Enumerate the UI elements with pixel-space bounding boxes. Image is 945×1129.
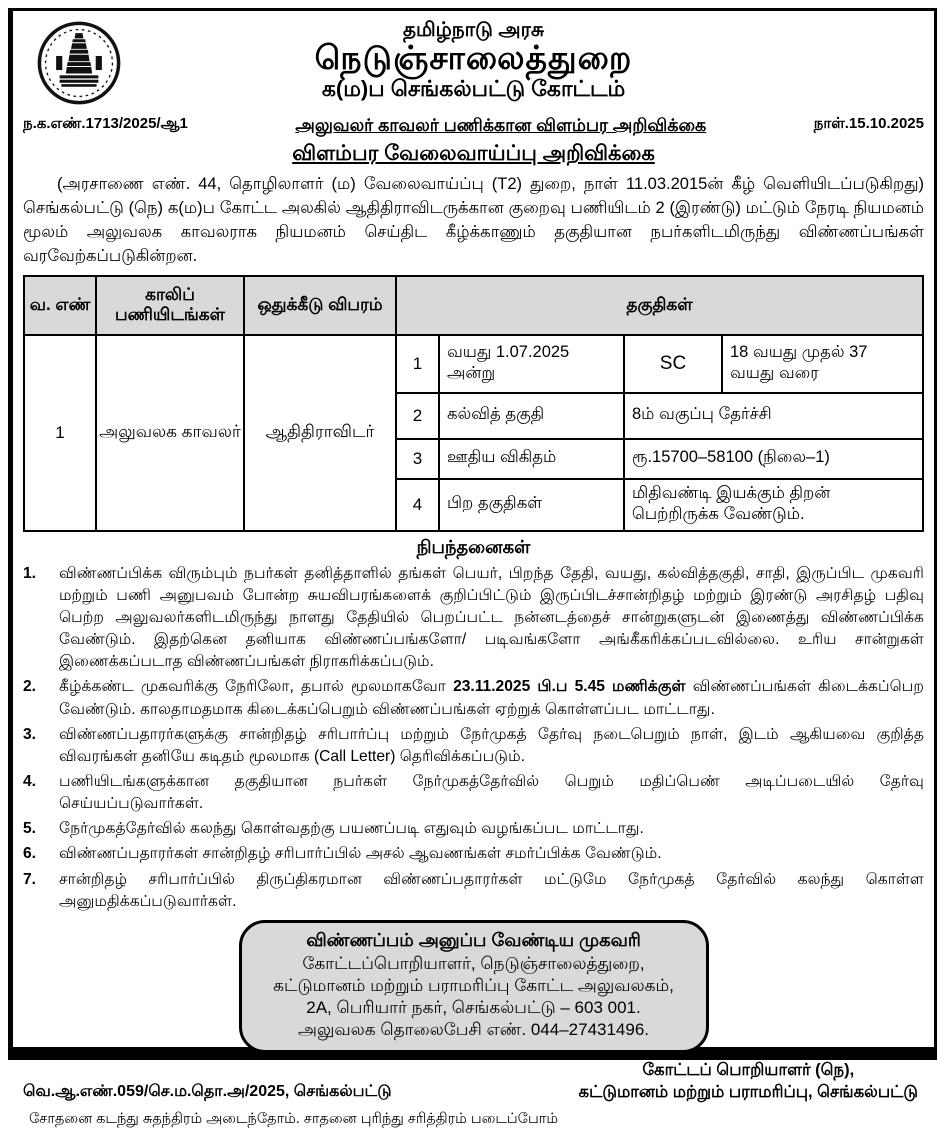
address-box-title: விண்ணப்பம் அனுப்ப வேண்டிய முகவரி [306,929,641,950]
reference-number: ந.க.எண்.1713/2025/ஆ1 [23,115,188,132]
notice-subject: அலுவலர் காவலர் பணிக்கான விளம்பர அறிவிக்கை [295,115,707,135]
qual-value: ரூ.15700–58100 (நிலை–1) [624,439,922,479]
qual-value: மிதிவண்டி இயக்கும் திறன் பெற்றிருக்க வேண்டும். [624,479,922,530]
condition-text: விண்ணப்பதாரர்கள் சான்றிதழ் சரிபார்ப்பில் அசல் ஆவணங்கள் சமர்ப்பிக்க வேண்டும். [59,845,662,863]
condition-item [23,724,924,768]
qual-label: வயது 1.07.2025 அன்று [439,336,624,393]
condition-text: நேர்முகத்தேர்வில் கலந்து கொள்வதற்கு பயணப்படி எதுவும் வழங்கப்பட மாட்டாது. [59,820,644,838]
condition-item [23,676,924,720]
intro-body: செங்கல்பட்டு (நெ) க(ம)ப கோட்ட அலகில் ஆதிதிராவிடருக்கான குறைவு பணியிடம் 2 (இரண்டு) மட்டும் நேரடி நியமனம் மூலம் அலுவலக காவலராக நியமனம் செய்திட கீழ்க்காணும் தகுதியான நபர்களிடமிருந்து விண்ணப்பங்கள் வரவேற்கப்படுகின்றன. [23,198,924,265]
col-header-posts: காலிப் பணியிடங்கள் [96,276,244,335]
cell-sno: 1 [24,335,96,531]
cell-post: அலுவலக காவலர் [96,335,244,531]
qual-value: 18 வயது முதல் 37 வயது வரை [722,336,922,393]
condition-text-pre: கீழ்க்கண்ட முகவரிக்கு நேரிலோ, தபால் மூலமாகவோ [59,678,454,696]
condition-number: 3. [23,725,37,743]
qual-no: 4 [397,479,439,530]
col-header-qualifications: தகுதிகள் [396,276,923,335]
condition-number: 5. [23,820,37,838]
condition-item [23,771,924,815]
condition-item [23,563,924,674]
footer-slogan: சோதனை கடந்து சுதந்திரம் அடைந்தோம். சாதனை புரிந்து சரித்திரம் படைப்போம் [29,1110,559,1127]
qual-label: பிற தகுதிகள் [439,479,624,530]
condition-text: சான்றிதழ் சரிபார்ப்பில் திருப்திகரமான விண்ணப்பதாரர்கள் மட்டுமே நேர்முகத் தேர்வில் கலந்து கொள்ள அனுமதிக்கப்படுவார்கள். [59,870,924,910]
department-name: நெடுஞ்சாலைத்துறை [314,39,633,76]
condition-number: 2. [23,678,37,696]
vacancy-table [23,275,924,532]
condition-text: விண்ணப்பிக்க விரும்பும் நபர்கள் தனித்தாளில் தங்கள் பெயர், பிறந்த தேதி, வயது, கல்வித்தகுதி, சாதி, இருப்பிட முகவரி மற்றும் பணி அனுபவம் போன்ற சுயவிபரங்களைக் குறிப்பிட்டும் இருப்பிடச்சான்றிதழ் மற்றும் இரண்டு அரசிதழ் பதிவு பெற்ற அலுவலர்களிடமிருந்து நாளது தேதியில் பெறப்பட்ட நன்னடத்தைச் சான்றுகளுடன் இணைத்து விண்ணப்பிக்க வேண்டும். இதற்கென தனியாக விண்ணப்பங்களோ/ படிவங்களோ அங்கீகரிக்கப்படவில்லை. உரிய சான்றுகள் இணைக்கப்படாத விண்ணப்பங்கள் நிராகரிக்கப்படும். [59,564,924,671]
qual-no: 1 [397,336,439,393]
notice-title: விளம்பர வேலைவாய்ப்பு அறிவிக்கை [292,142,655,165]
footer-reference: வெ.ஆ.எண்.059/செ.ம.தொ.அ/2025, செங்கல்பட்டு [23,1082,392,1100]
footer [23,1059,924,1104]
conditions-list [23,563,924,913]
condition-deadline: 23.11.2025 பி.ப 5.45 மணிக்குள் [453,678,686,696]
go-reference: (அரசாணை எண். 44, தொழிலாளர் (ம) வேலைவாய்ப்பு (T2) துறை, நாள் 11.03.2015ன் கீழ் வெளியிடப்படுகிறது) [57,175,924,193]
qual-category: SC [624,336,722,393]
qualifications-subtable [397,336,922,530]
condition-item [23,869,924,913]
masthead [23,15,924,109]
address-line: கோட்டப்பொறியாளர், நெடுஞ்சாலைத்துறை, [302,953,645,973]
address-line: கட்டுமானம் மற்றும் பராமரிப்பு கோட்ட அலுவலகம், [273,975,674,995]
government-name: தமிழ்நாடு அரசு [402,19,545,41]
condition-text-post: விண்ணப்பங்கள் கிடைக்கப்பெற வேண்டும். காலதாமதமாக கிடைக்கப்பெறும் விண்ணப்பங்கள் ஏற்றுக் கொள்ளப்பட மாட்டாது. [59,678,924,718]
reference-line [23,115,924,138]
qual-value: 8ம் வகுப்பு தேர்ச்சி [624,393,922,439]
qual-label: ஊதிய விகிதம் [439,439,624,479]
qualification-row-other [397,479,922,530]
conditions-title: நிபந்தனைகள் [416,536,531,557]
qualification-row-age [397,336,922,393]
tamilnadu-govt-emblem-icon [33,19,125,107]
address-line: அலுவலக தொலைபேசி எண். 044–27431496. [297,1020,650,1040]
table-header-row [24,276,923,335]
signatory-block [579,1059,918,1104]
cell-qualifications [396,335,923,531]
condition-number: 1. [23,564,37,582]
signatory-designation: கோட்டப் பொறியாளர் (நெ), [642,1061,855,1080]
col-header-reservation: ஒதுக்கீடு விபரம் [244,276,396,335]
application-address-box [239,920,709,1053]
condition-text: விண்ணப்பதாரர்களுக்கு சான்றிதழ் சரிபார்ப்பு மற்றும் நேர்முகத் தேர்வு நடைபெறும் நாள், இடம் ஆகியவை குறித்த விவரங்கள் தனியே கடிதம் மூலமாக (Call Letter) தெரிவிக்கப்படும். [59,725,924,765]
qual-no: 3 [397,439,439,479]
qual-label: கல்வித் தகுதி [439,393,624,439]
condition-number: 6. [23,845,37,863]
condition-text: பணியிடங்களுக்கான தகுதியான நபர்கள் நேர்முகத்தேர்வில் பெறும் மதிப்பெண் அடிப்படையில் தேர்வு செய்யப்படுவார்கள். [59,772,924,813]
table-row [24,335,923,531]
col-header-sno: வ. எண் [24,276,96,335]
notice-date: நாள்.15.10.2025 [813,115,924,132]
cell-reservation: ஆதிதிராவிடர் [244,335,396,531]
condition-item [23,818,924,840]
condition-number: 4. [23,772,37,790]
signatory-office: கட்டுமானம் மற்றும் பராமரிப்பு, செங்கல்பட்டு [578,1083,918,1102]
division-name: க(ம)ப செங்கல்பட்டு கோட்டம் [321,75,626,101]
document-frame [8,8,937,1127]
qualification-row-education [397,393,922,439]
address-line: 2A, பெரியார் நகர், செங்கல்பட்டு – 603 001. [306,997,641,1017]
intro-paragraph [23,173,924,269]
qual-no: 2 [397,393,439,439]
condition-number: 7. [23,870,37,888]
condition-text [59,676,924,720]
condition-item [23,843,924,865]
qualification-row-pay [397,439,922,479]
